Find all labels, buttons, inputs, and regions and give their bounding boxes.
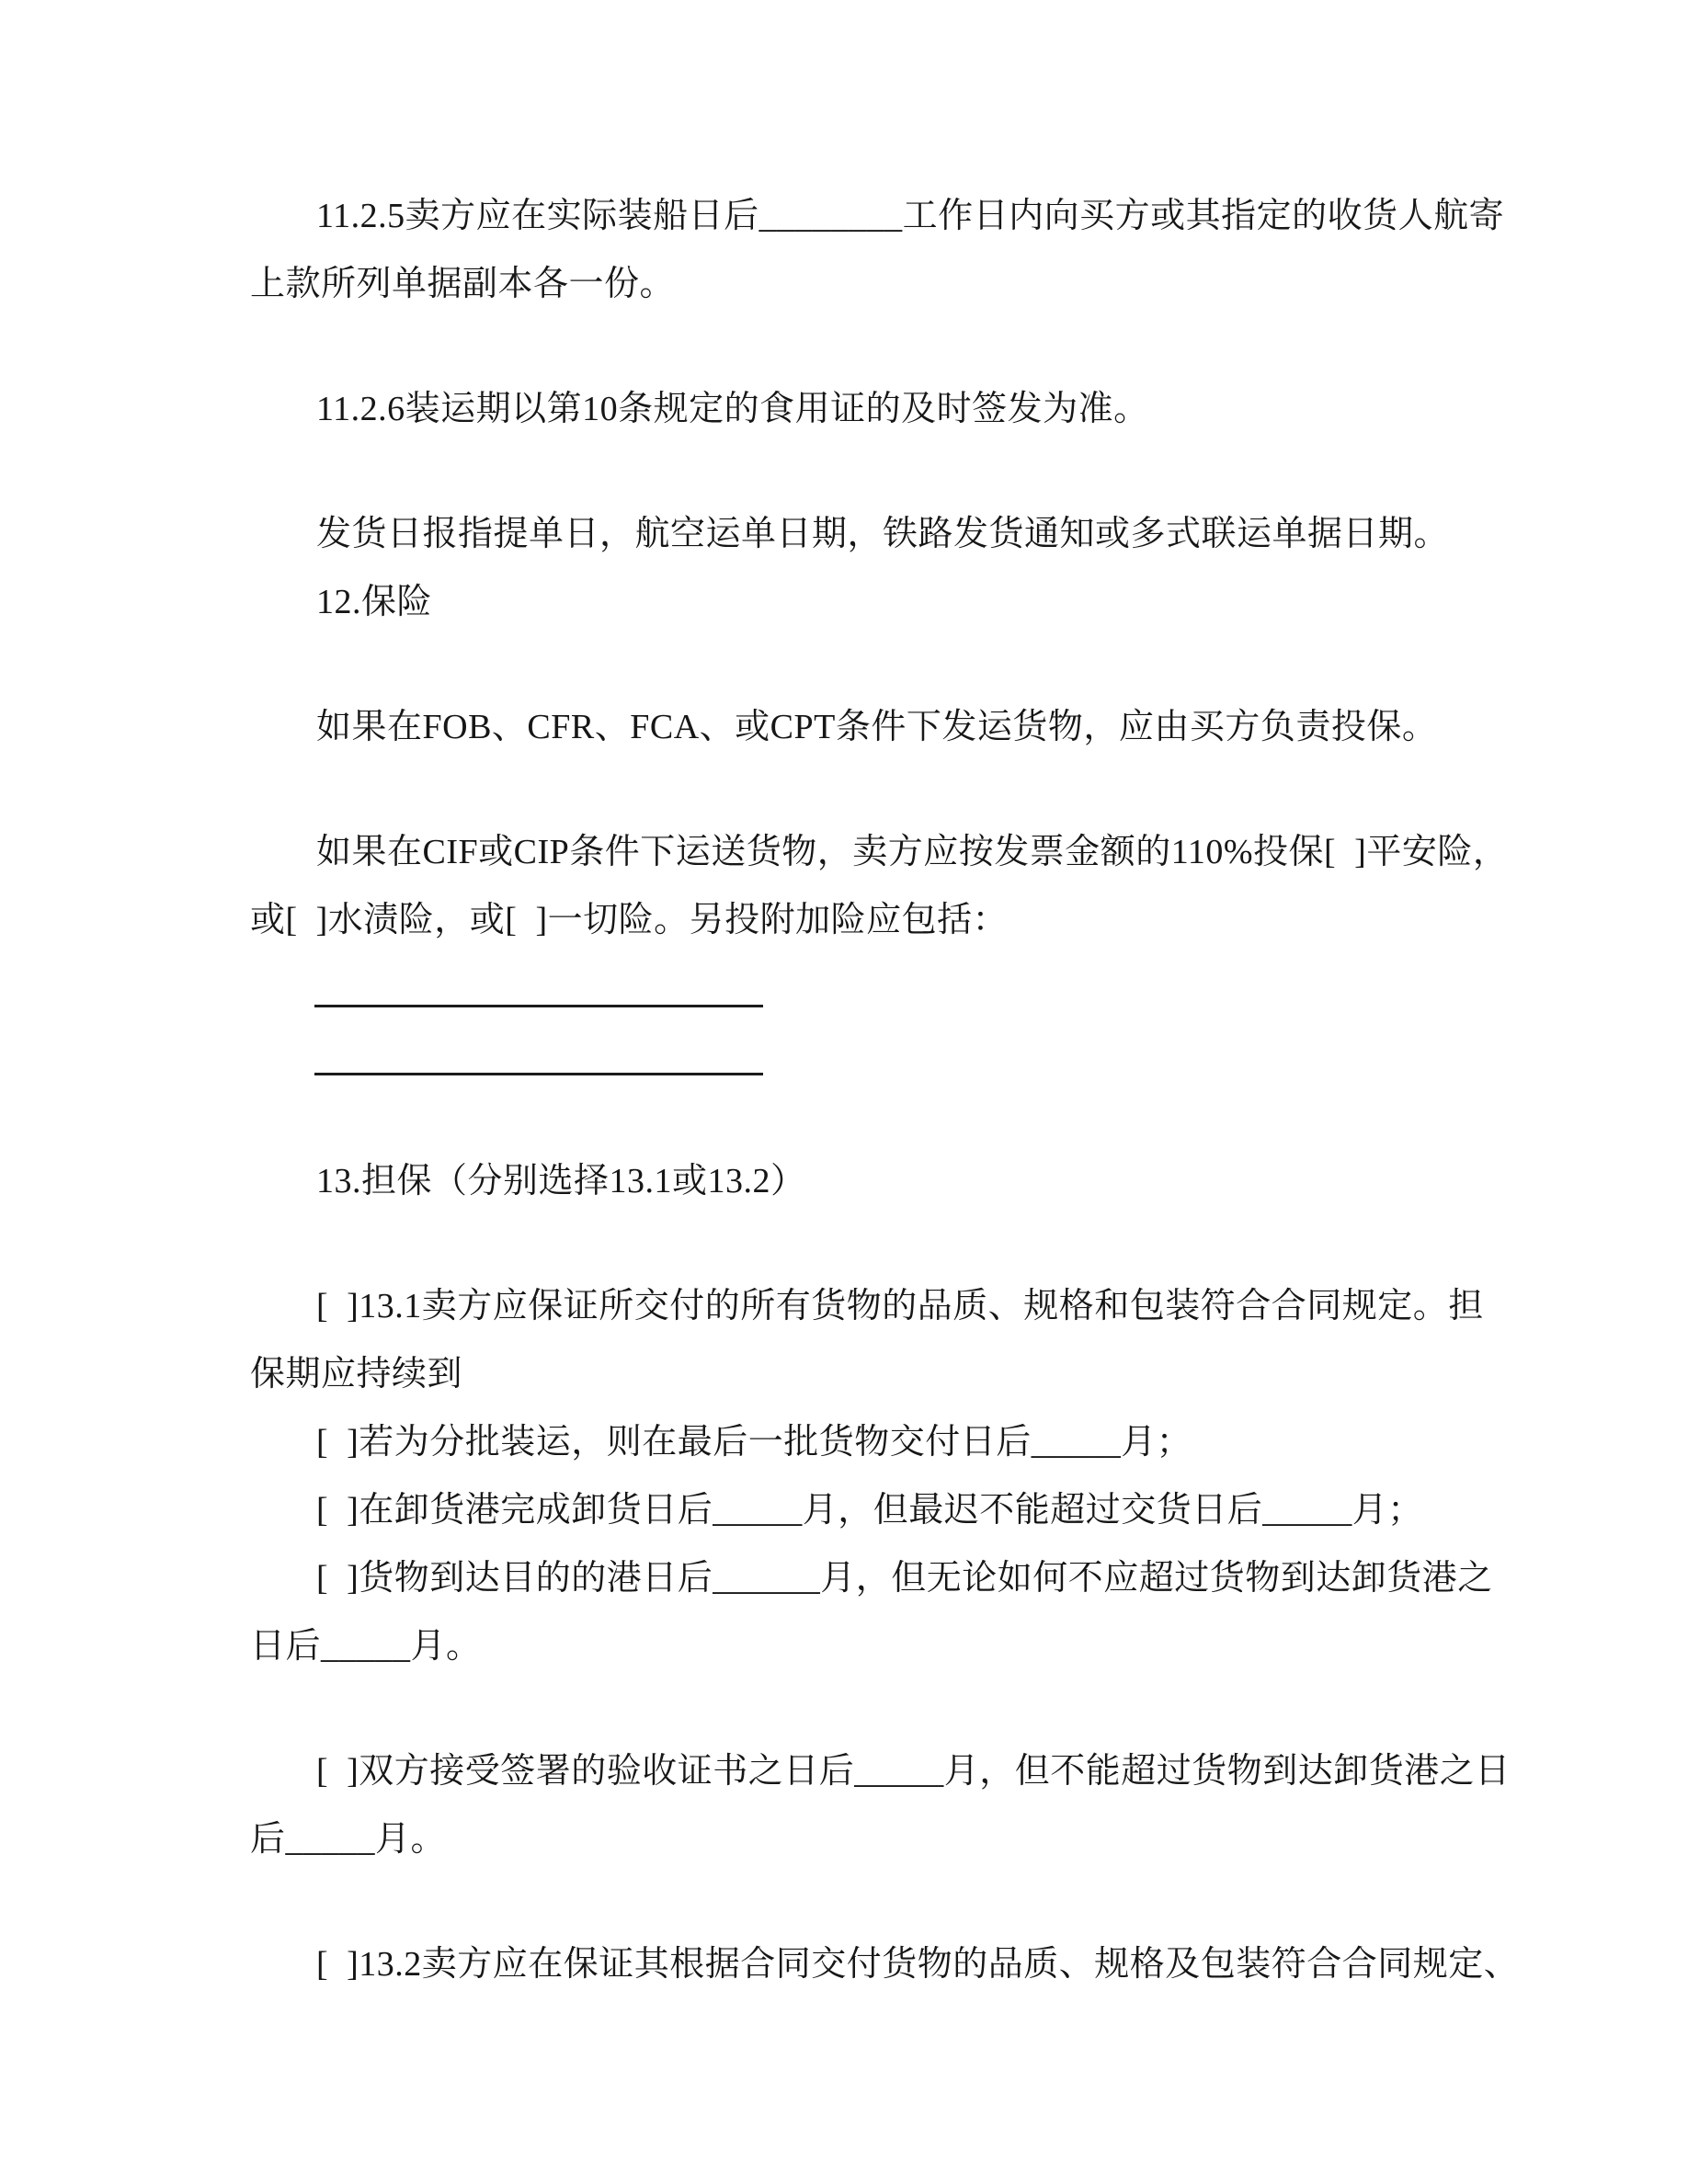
fill-in-blank-line [250,954,1467,1022]
document-text-line: [ ]双方接受签署的验收证书之日后_____月，但不能超过货物到达卸货港之日 [316,1752,1511,1791]
document-text-line: 11.2.5卖方应在实际装船日后________工作日内向买方或其指定的收货人航寄 [316,197,1505,235]
paragraph-gap [250,1215,1467,1272]
document-text-line: 12.保险 [316,583,433,621]
document-text-line: [ ]货物到达目的的港日后______月，但无论如何不应超过货物到达卸货港之 [316,1559,1493,1598]
paragraph-gap [250,1090,1467,1147]
document-text-line: [ ]若为分批装运，则在最后一批货物交付日后_____月； [316,1423,1192,1462]
fill-in-blank-line [250,1022,1467,1090]
document-text-line: 11.2.6装运期以第10条规定的食用证的及时签发为准。 [316,390,1149,428]
paragraph-gap [250,761,1467,818]
document-text-line: 或[ ]水渍险，或[ ]一切险。另投附加险应包括： [250,901,1009,939]
paragraph-gap [250,636,1467,693]
paragraph-gap [250,1873,1467,1930]
document-text-line: 发货日报指提单日，航空运单日期，铁路发货通知或多式联运单据日期。 [316,515,1450,553]
document-text-line: 13.担保（分别选择13.1或13.2） [316,1162,806,1200]
paragraph-gap [250,318,1467,375]
document-text-line: [ ]13.2卖方应在保证其根据合同交付货物的品质、规格及包装符合合同规定、 [316,1945,1520,1984]
document-text-line: 保期应持续到 [250,1355,463,1393]
document-text-line: [ ]13.1卖方应保证所交付的所有货物的品质、规格和包装符合合同规定。担 [316,1287,1484,1325]
document-text-line: 如果在CIF或CIP条件下运送货物，卖方应按发票金额的110%投保[ ]平安险， [316,833,1509,871]
document-text-line: 上款所列单据副本各一份。 [250,265,676,303]
paragraph-gap [250,443,1467,500]
underline-rule [314,1005,763,1007]
document-text-line: 后_____月。 [250,1820,447,1859]
underline-rule [314,1073,763,1075]
document-text-line: [ ]在卸货港完成卸货日后_____月，但最迟不能超过交货日后_____月； [316,1491,1423,1530]
document-text-line: 日后_____月。 [250,1627,482,1666]
paragraph-gap [250,1680,1467,1737]
document-text-line: 如果在FOB、CFR、FCA、或CPT条件下发运货物，应由买方负责投保。 [316,708,1438,746]
